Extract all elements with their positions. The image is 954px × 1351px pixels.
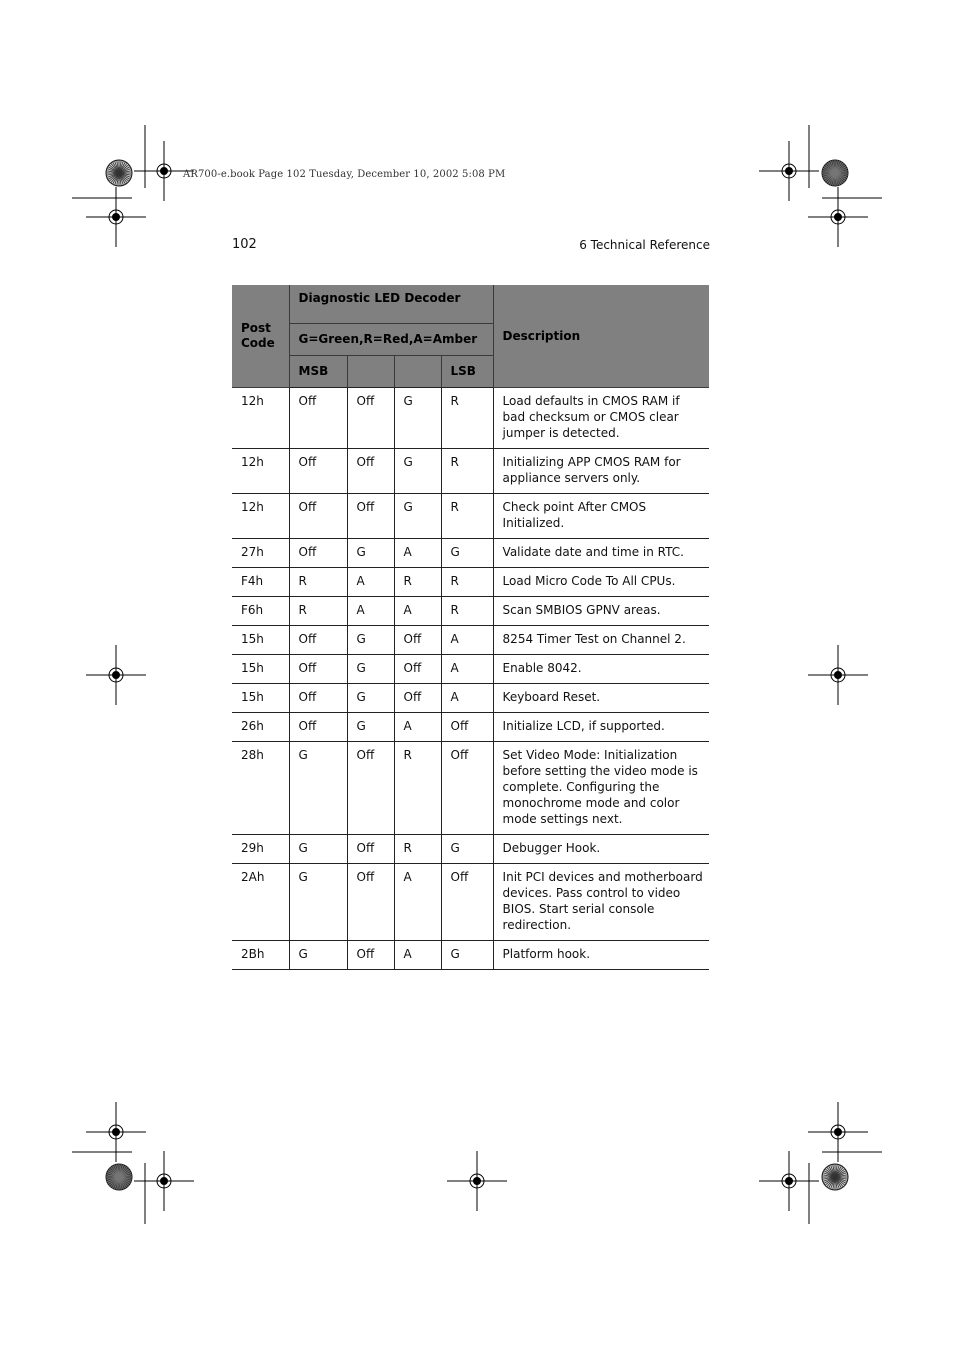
- led-msb-cell: Off: [289, 713, 347, 742]
- led-msb-cell: G: [289, 835, 347, 864]
- led-lsb-cell: Off: [441, 864, 493, 941]
- led-lsb-cell: G: [441, 941, 493, 970]
- led-lsb-cell: A: [441, 655, 493, 684]
- table-row: [232, 539, 709, 568]
- led-bit-3-cell: A: [394, 713, 441, 742]
- led-bit-2-cell: Off: [347, 742, 394, 835]
- led-bit-2-cell: Off: [347, 941, 394, 970]
- led-msb-cell: G: [289, 941, 347, 970]
- post-code-table: [232, 285, 709, 970]
- led-bit-2-cell: G: [347, 713, 394, 742]
- led-lsb-cell: Off: [441, 713, 493, 742]
- table-row: [232, 597, 709, 626]
- description-cell: Load Micro Code To All CPUs.: [493, 568, 709, 597]
- led-bit-3-cell: R: [394, 835, 441, 864]
- post-code-cell: 26h: [232, 713, 289, 742]
- led-msb-cell: Off: [289, 626, 347, 655]
- description-cell: Debugger Hook.: [493, 835, 709, 864]
- registration-mark-icon: [808, 187, 868, 247]
- table-row: [232, 388, 709, 449]
- description-cell: Keyboard Reset.: [493, 684, 709, 713]
- post-code-cell: 27h: [232, 539, 289, 568]
- print-slug: AR700-e.book Page 102 Tuesday, December 10, 2002 5:08 PM: [183, 169, 506, 180]
- led-msb-cell: G: [289, 864, 347, 941]
- led-bit-3-cell: Off: [394, 655, 441, 684]
- led-bit-2-cell: A: [347, 597, 394, 626]
- led-bit-2-cell: Off: [347, 494, 394, 539]
- description-cell: 8254 Timer Test on Channel 2.: [493, 626, 709, 655]
- table-row: [232, 684, 709, 713]
- description-cell: Platform hook.: [493, 941, 709, 970]
- description-cell: Enable 8042.: [493, 655, 709, 684]
- post-code-cell: 15h: [232, 626, 289, 655]
- post-code-cell: 12h: [232, 449, 289, 494]
- post-code-cell: 15h: [232, 655, 289, 684]
- led-bit-2-cell: G: [347, 655, 394, 684]
- post-code-cell: 29h: [232, 835, 289, 864]
- table-row: [232, 568, 709, 597]
- color-target-icon: [822, 160, 848, 186]
- table-row: [232, 835, 709, 864]
- table-row: [232, 449, 709, 494]
- led-bit-2-cell: G: [347, 539, 394, 568]
- led-bit-3-cell: G: [394, 449, 441, 494]
- led-bit-3-cell: G: [394, 388, 441, 449]
- led-bit-2-cell: G: [347, 684, 394, 713]
- color-legend-header: G=Green,R=Red,A=Amber: [289, 324, 493, 356]
- registration-mark-icon: [759, 141, 819, 201]
- led-decoder-header: Diagnostic LED Decoder: [289, 285, 493, 324]
- description-header: Description: [493, 285, 709, 388]
- led-msb-cell: Off: [289, 684, 347, 713]
- led-bit-3-cell: Off: [394, 626, 441, 655]
- led-bit-3-cell: G: [394, 494, 441, 539]
- post-code-cell: 2Ah: [232, 864, 289, 941]
- table-row: [232, 494, 709, 539]
- registration-mark-icon: [134, 1151, 194, 1211]
- color-target-icon: [106, 1164, 132, 1190]
- led-bit-3-cell: Off: [394, 684, 441, 713]
- post-code-cell: 2Bh: [232, 941, 289, 970]
- led-lsb-cell: R: [441, 494, 493, 539]
- registration-mark-icon: [86, 187, 146, 247]
- post-code-header: Post Code: [232, 285, 289, 388]
- led-msb-cell: Off: [289, 494, 347, 539]
- table-row: [232, 626, 709, 655]
- led-bit-2-cell: Off: [347, 449, 394, 494]
- post-code-cell: F4h: [232, 568, 289, 597]
- led-bit-2-cell: A: [347, 568, 394, 597]
- description-cell: Set Video Mode: Initialization before setting the video mode is complete. Configuring the monochrome mode and color mode settings next.: [493, 742, 709, 835]
- led-lsb-cell: A: [441, 684, 493, 713]
- registration-mark-icon: [759, 1151, 819, 1211]
- led-bit-2-cell: G: [347, 626, 394, 655]
- led-msb-cell: Off: [289, 539, 347, 568]
- table-body: [232, 388, 709, 970]
- description-cell: Validate date and time in RTC.: [493, 539, 709, 568]
- led-msb-cell: Off: [289, 655, 347, 684]
- led-bit-2-cell: Off: [347, 388, 394, 449]
- registration-mark-icon: [808, 1102, 868, 1162]
- table-row: [232, 655, 709, 684]
- chapter-title: 6 Technical Reference: [579, 238, 710, 252]
- table-row: [232, 742, 709, 835]
- led-msb-cell: R: [289, 597, 347, 626]
- post-code-cell: F6h: [232, 597, 289, 626]
- description-cell: Load defaults in CMOS RAM if bad checksum or CMOS clear jumper is detected.: [493, 388, 709, 449]
- led-bit-2-cell: Off: [347, 835, 394, 864]
- led-lsb-cell: R: [441, 388, 493, 449]
- led-bit-3-cell: A: [394, 864, 441, 941]
- post-code-cell: 15h: [232, 684, 289, 713]
- led-bit-3-cell: R: [394, 568, 441, 597]
- led-lsb-cell: G: [441, 539, 493, 568]
- led-lsb-cell: R: [441, 568, 493, 597]
- color-target-icon: [822, 1164, 848, 1190]
- post-code-cell: 12h: [232, 494, 289, 539]
- registration-mark-icon: [447, 1151, 507, 1211]
- post-code-cell: 12h: [232, 388, 289, 449]
- registration-mark-icon: [86, 645, 146, 705]
- led-lsb-cell: R: [441, 449, 493, 494]
- bit-3-header: [394, 356, 441, 388]
- description-cell: Scan SMBIOS GPNV areas.: [493, 597, 709, 626]
- led-lsb-cell: G: [441, 835, 493, 864]
- table-row: [232, 713, 709, 742]
- description-cell: Check point After CMOS Initialized.: [493, 494, 709, 539]
- bit-2-header: [347, 356, 394, 388]
- post-code-cell: 28h: [232, 742, 289, 835]
- led-msb-cell: R: [289, 568, 347, 597]
- description-cell: Initialize LCD, if supported.: [493, 713, 709, 742]
- led-bit-3-cell: A: [394, 597, 441, 626]
- table-row: [232, 941, 709, 970]
- page-number: 102: [232, 237, 257, 252]
- led-lsb-cell: Off: [441, 742, 493, 835]
- registration-mark-icon: [86, 1102, 146, 1162]
- registration-mark-icon: [808, 645, 868, 705]
- description-cell: Init PCI devices and motherboard devices. Pass control to video BIOS. Start serial console redirection.: [493, 864, 709, 941]
- led-bit-2-cell: Off: [347, 864, 394, 941]
- color-target-icon: [106, 160, 132, 186]
- led-lsb-cell: A: [441, 626, 493, 655]
- description-cell: Initializing APP CMOS RAM for appliance servers only.: [493, 449, 709, 494]
- led-msb-cell: Off: [289, 449, 347, 494]
- led-bit-3-cell: A: [394, 539, 441, 568]
- led-bit-3-cell: R: [394, 742, 441, 835]
- led-bit-3-cell: A: [394, 941, 441, 970]
- table-row: [232, 864, 709, 941]
- led-msb-cell: G: [289, 742, 347, 835]
- msb-header: MSB: [289, 356, 347, 388]
- led-lsb-cell: R: [441, 597, 493, 626]
- lsb-header: LSB: [441, 356, 493, 388]
- led-msb-cell: Off: [289, 388, 347, 449]
